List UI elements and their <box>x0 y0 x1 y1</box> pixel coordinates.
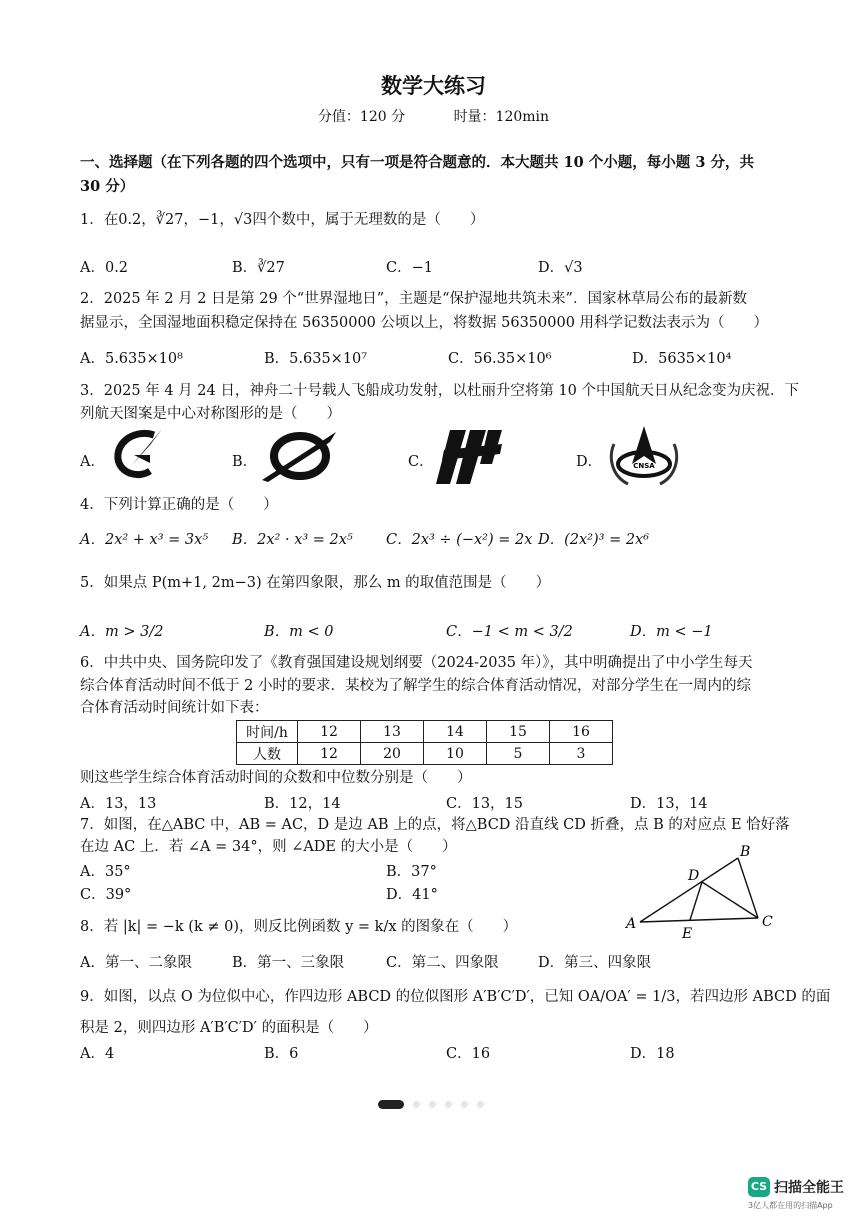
table-cell: 20 <box>361 743 424 765</box>
question-3-line2: 列航天图案是中心对称图形的是（ ） <box>80 406 341 422</box>
q2-option-c: C．56.35×10⁶ <box>448 351 552 367</box>
q3-option-a: A． <box>80 454 105 470</box>
q3-option-b: B． <box>232 454 258 470</box>
question-6-line3: 合体育活动时间统计如下表： <box>80 700 269 716</box>
cnsa-text: CNSA <box>633 462 655 470</box>
q7-option-d: D．41° <box>386 887 438 903</box>
table-row <box>237 721 613 743</box>
table-cell: 12 <box>298 721 361 743</box>
space-logo-d-icon <box>604 424 684 490</box>
question-7-line1: 7．如图，在△ABC 中，AB = AC，D 是边 AB 上的点，将△BCD 沿直线 CD 折叠，点 B 的对应点 E 恰好落 <box>80 817 790 833</box>
table-cell: 5 <box>487 743 550 765</box>
q9-option-a: A．4 <box>80 1046 115 1062</box>
question-6-line1: 6．中共中央、国务院印发了《教育强国建设规划纲要（2024-2035 年）》，其中明确提出了中小学生每天 <box>80 655 753 671</box>
question-4-stem: 4．下列计算正确的是（ ） <box>80 497 278 513</box>
section-heading: 一、选择题（在下列各题的四个选项中，只有一项是符合题意的．本大题共 10 个小题，每小题 3 分，共 <box>80 154 754 171</box>
q5-option-c: C．−1 < m < 3/2 <box>446 624 573 640</box>
exam-meta <box>0 106 867 126</box>
question-8-stem: 8．若 |k| = −k (k ≠ 0)，则反比例函数 y = k/x 的图象在（ ） <box>80 919 518 935</box>
section-heading-cont: 30 分） <box>80 178 135 195</box>
q8-option-d: D．第三、四象限 <box>538 955 652 971</box>
table-row <box>237 743 613 765</box>
q1-option-c: C．−1 <box>386 260 433 276</box>
question-9-line2: 积是 2，则四边形 A′B′C′D′ 的面积是（ ） <box>80 1020 378 1036</box>
brand-name: 扫描全能王 <box>774 1179 844 1196</box>
page-dot[interactable] <box>413 1101 420 1108</box>
point-e-label: E <box>682 926 693 942</box>
q7-option-a: A．35° <box>80 864 131 880</box>
q8-option-a: A．第一、二象限 <box>80 955 192 971</box>
page-indicator[interactable] <box>378 1094 493 1113</box>
question-2-line2: 据显示，全国湿地面积稳定保持在 56350000 公顷以上，将数据 56350000 用科学记数法表示为（ ） <box>80 315 769 331</box>
q4-option-a: A．2x² + x³ = 3x⁵ <box>80 532 209 548</box>
q2-option-b: B．5.635×10⁷ <box>264 351 368 367</box>
scanner-watermark <box>748 1176 844 1210</box>
space-logo-a-icon <box>106 425 168 485</box>
table-cell: 人数 <box>237 743 298 765</box>
question-3-line1: 3．2025 年 4 月 24 日，神舟二十号载人飞船成功发射，以杜丽升空将第 10 个中国航天日从纪念变为庆祝．下 <box>80 383 800 399</box>
question-7-line2: 在边 AC 上．若 ∠A = 34°，则 ∠ADE 的大小是（ ） <box>80 839 457 855</box>
space-logo-c-icon <box>436 428 506 486</box>
q2-option-a: A．5.635×10⁸ <box>80 351 183 367</box>
q9-option-b: B．6 <box>264 1046 299 1062</box>
q6-option-b: B．12，14 <box>264 796 341 812</box>
q4-option-b: B．2x² · x³ = 2x⁵ <box>232 532 353 548</box>
q1-option-b: B．∛27 <box>232 260 285 276</box>
q4-option-c: C．2x³ ÷ (−x²) = 2x <box>386 532 533 548</box>
question-6-line2: 综合体育活动时间不低于 2 小时的要求．某校为了解学生的综合体育活动情况，对部分学生在一周内的综 <box>80 678 751 694</box>
q5-option-d: D．m < −1 <box>630 624 713 640</box>
q4-option-d: D．(2x²)³ = 2x⁶ <box>538 532 650 548</box>
q8-option-c: C．第二、四象限 <box>386 955 499 971</box>
brand-tagline: 3亿人都在用的扫描App <box>748 1201 833 1210</box>
q9-option-d: D．18 <box>630 1046 675 1062</box>
q7-option-b: B．37° <box>386 864 437 880</box>
point-a-label: A <box>626 916 637 932</box>
question-2-line1: 2．2025 年 2 月 2 日是第 29 个“世界湿地日”，主题是“保护湿地共筑未来”．国家林草局公布的最新数 <box>80 291 747 307</box>
q8-option-b: B．第一、三象限 <box>232 955 345 971</box>
page-dot[interactable] <box>445 1101 452 1108</box>
question-1-stem: 1．在0.2，∛27，−1，√3四个数中，属于无理数的是（ ） <box>80 212 485 228</box>
table-cell: 时间/h <box>237 721 298 743</box>
triangle-figure <box>620 842 780 942</box>
page-dot[interactable] <box>429 1101 436 1108</box>
time-info: 时量：120min <box>453 109 550 125</box>
q7-option-c: C．39° <box>80 887 132 903</box>
q5-option-b: B．m < 0 <box>264 624 334 640</box>
page-dot[interactable] <box>461 1101 468 1108</box>
q6-option-c: C．13，15 <box>446 796 523 812</box>
question-9-line1: 9．如图，以点 O 为位似中心，作四边形 ABCD 的位似图形 A′B′C′D′，已知 OA/OA′ = 1/3，若四边形 ABCD 的面 <box>80 989 831 1005</box>
q3-option-c: C． <box>408 454 434 470</box>
question-6-line4: 则这些学生综合体育活动时间的众数和中位数分别是（ ） <box>80 770 472 786</box>
q1-option-d: D．√3 <box>538 260 583 276</box>
table-cell: 10 <box>424 743 487 765</box>
camscanner-logo-icon: CS <box>748 1177 770 1197</box>
question-5-stem: 5．如果点 P(m+1, 2m−3) 在第四象限，那么 m 的取值范围是（ ） <box>80 575 551 591</box>
point-b-label: B <box>740 844 751 860</box>
q6-option-a: A．13，13 <box>80 796 157 812</box>
table-cell: 13 <box>361 721 424 743</box>
point-c-label: C <box>762 914 773 930</box>
table-cell: 14 <box>424 721 487 743</box>
table-cell: 15 <box>487 721 550 743</box>
page-dot[interactable] <box>477 1101 484 1108</box>
activity-time-table <box>236 720 613 765</box>
page-dot-current[interactable] <box>378 1100 404 1109</box>
point-d-label: D <box>688 868 700 884</box>
table-cell: 12 <box>298 743 361 765</box>
q5-option-a: A．m > 3/2 <box>80 624 164 640</box>
score-info: 分值：120 分 <box>317 109 406 125</box>
q9-option-c: C．16 <box>446 1046 491 1062</box>
space-logo-b-icon <box>258 428 340 484</box>
table-cell: 3 <box>550 743 613 765</box>
q3-option-d: D． <box>576 454 603 470</box>
q6-option-d: D．13，14 <box>630 796 708 812</box>
page-title: 数学大练习 <box>381 73 486 98</box>
q1-option-a: A．0.2 <box>80 260 129 276</box>
q2-option-d: D．5635×10⁴ <box>632 351 732 367</box>
table-cell: 16 <box>550 721 613 743</box>
